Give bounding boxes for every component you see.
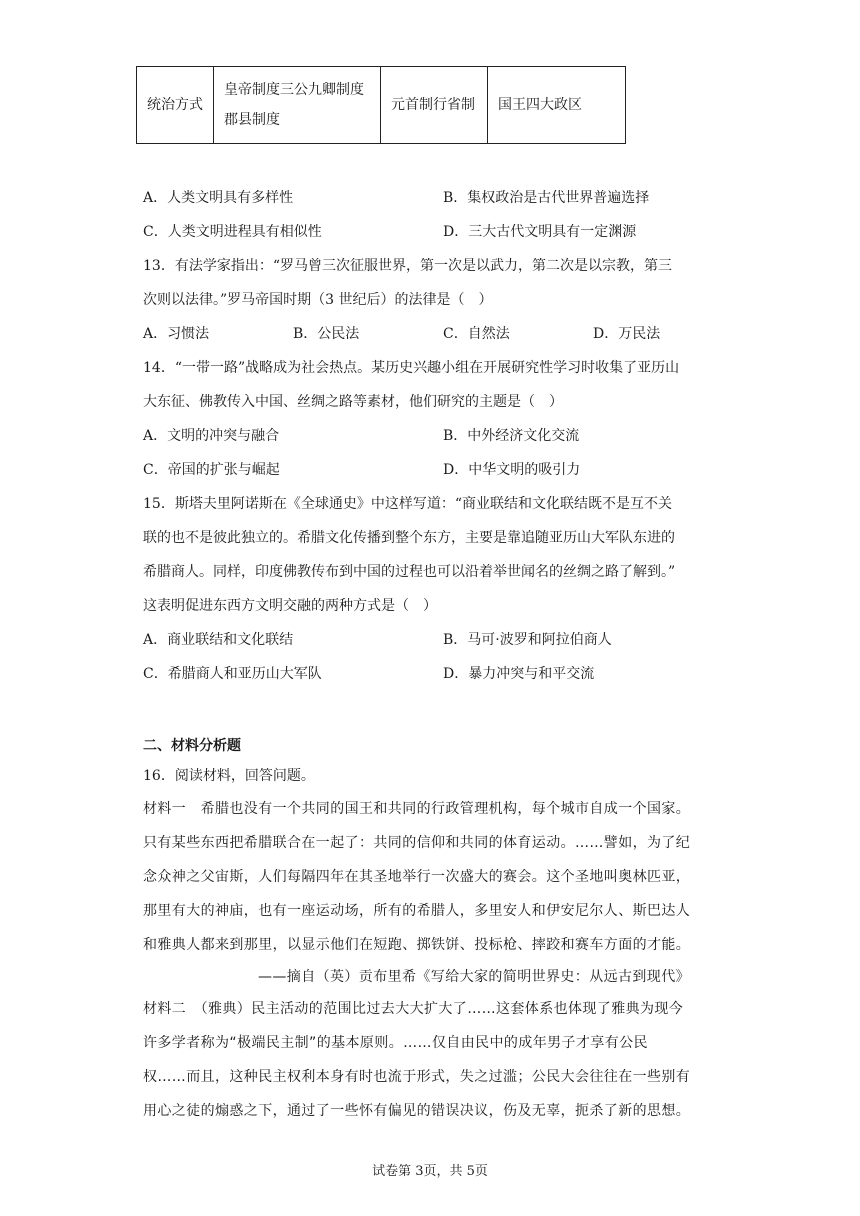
material1-source: ——摘自（英）贡布里希《写给大家的简明世界史：从远古到现代》 <box>258 969 690 985</box>
material2-line: 许多学者称为“极端民主制”的基本原则。……仅自由民中的成年男子才享有公民 <box>143 1035 648 1051</box>
q14-option-b: B．中外经济文化交流 <box>443 428 580 444</box>
material2-line: 材料二 （雅典）民主活动的范围比过去大大扩大了……这套体系也体现了雅典为现今 <box>143 1001 684 1017</box>
page-footer: 试卷第 3页，共 5页 <box>372 1164 488 1179</box>
q15-stem-line: 这表明促进东西方文明交融的两种方式是（ ） <box>143 598 437 614</box>
table-cell-qin-han <box>214 67 381 144</box>
table-row-label: 统治方式 <box>137 67 214 144</box>
material1-line: 念众神之父宙斯，人们每隔四年在其圣地举行一次盛大的赛会。这个圣地叫奥林匹亚， <box>143 869 691 885</box>
section-heading: 二、材料分析题 <box>143 738 241 754</box>
q15-stem-line: 15．斯塔夫里阿诺斯在《全球通史》中这样写道：“商业联结和文化联结既不是互不关 <box>143 496 672 512</box>
q12-option-d: D．三大古代文明具有一定渊源 <box>443 224 637 240</box>
q13-stem-line: 13．有法学家指出：“罗马曾三次征服世界，第一次是以武力，第二次是以宗教，第三 <box>143 258 672 274</box>
material1-line: 和雅典人都来到那里，以显示他们在短跑、掷铁饼、投标枪、摔跤和赛车方面的才能。 <box>143 937 691 953</box>
q13-option-d: D．万民法 <box>593 326 661 342</box>
q13-option-b: B．公民法 <box>293 326 360 342</box>
q15-option-d: D．暴力冲突与和平交流 <box>443 666 595 682</box>
q14-stem-line: 大东征、佛教传入中国、丝绸之路等素材，他们研究的主题是（ ） <box>143 394 563 410</box>
q14-stem-line: 14．“一带一路”战略成为社会热点。某历史兴趣小组在开展研究性学习时收集了亚历山 <box>143 360 680 376</box>
comparison-table <box>136 66 626 144</box>
q15-stem-line: 联的也不是彼此独立的。希腊文化传播到整个东方，主要是靠追随亚历山大军队东进的 <box>143 530 675 546</box>
q12-option-c: C．人类文明进程具有相似性 <box>143 224 322 240</box>
q12-option-a: A．人类文明具有多样性 <box>143 190 294 206</box>
q15-option-b: B．马可·波罗和阿拉伯商人 <box>443 632 612 648</box>
q16-stem: 16．阅读材料，回答问题。 <box>143 768 315 784</box>
material2-line: 用心之徒的煽惑之下，通过了一些怀有偏见的错误决议，伤及无辜，扼杀了新的思想。 <box>143 1103 691 1119</box>
material1-line: 那里有大的神庙，也有一座运动场，所有的希腊人，多里安人和伊安尼尔人、斯巴达人 <box>143 903 691 919</box>
q13-option-a: A．习惯法 <box>143 326 210 342</box>
q15-option-a: A．商业联结和文化联结 <box>143 632 294 648</box>
material1-line: 材料一 希腊也没有一个共同的国王和共同的行政管理机构，每个城市自成一个国家。 <box>143 801 691 817</box>
table-cell-rome: 元首制行省制 <box>381 67 488 144</box>
q14-option-c: C．帝国的扩张与崛起 <box>143 462 280 478</box>
q15-option-c: C．希腊商人和亚历山大军队 <box>143 666 322 682</box>
q12-option-b: B．集权政治是古代世界普遍选择 <box>443 190 650 206</box>
q14-option-d: D．中华文明的吸引力 <box>443 462 581 478</box>
material1-line: 只有某些东西把希腊联合在一起了：共同的信仰和共同的体育运动。……譬如，为了纪 <box>143 835 691 851</box>
q13-option-c: C．自然法 <box>443 326 510 342</box>
table-cell-line: 郡县制度 <box>224 112 280 128</box>
table-cell-line: 皇帝制度三公九卿制度 <box>224 82 364 98</box>
q13-stem-line: 次则以法律。”罗马帝国时期（3 世纪后）的法律是（ ） <box>143 292 493 308</box>
q15-stem-line: 希腊商人。同样，印度佛教传布到中国的过程也可以沿着举世闻名的丝绸之路了解到。” <box>143 564 676 580</box>
table-row <box>137 67 626 144</box>
table-cell-persia: 国王四大政区 <box>488 67 626 144</box>
q14-option-a: A．文明的冲突与融合 <box>143 428 280 444</box>
material2-line: 权……而且，这种民主权利本身有时也流于形式，失之过滥；公民大会往往在一些别有 <box>143 1069 691 1085</box>
